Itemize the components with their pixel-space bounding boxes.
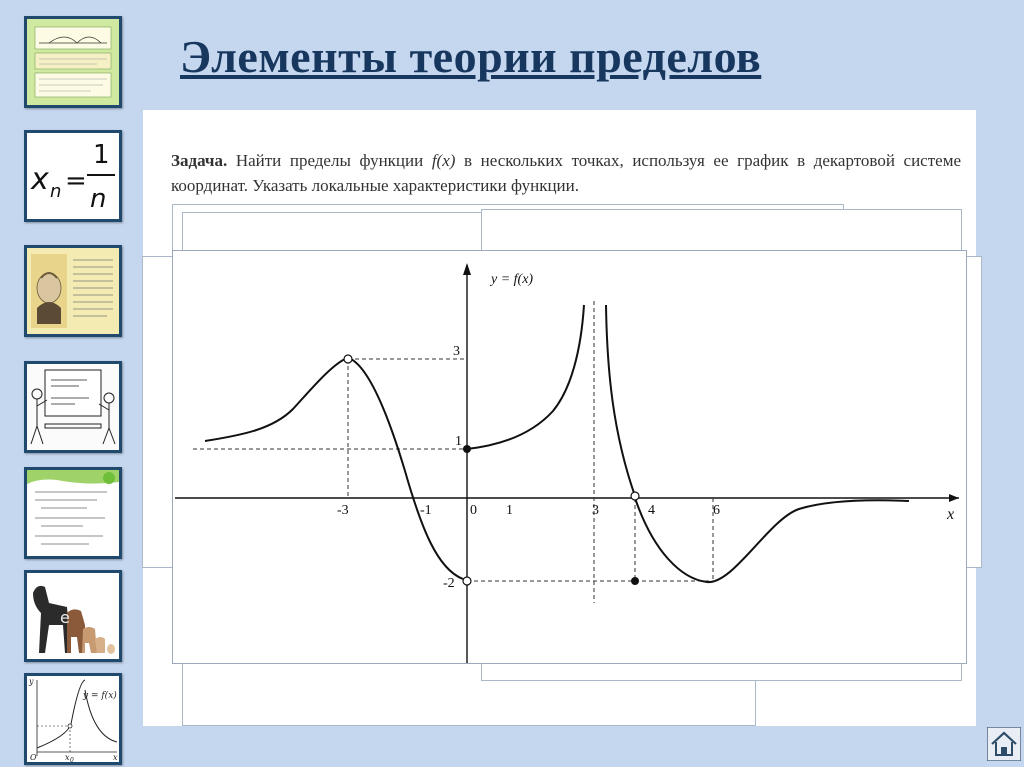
svg-text:x: x [65, 753, 70, 762]
task-text [171, 148, 961, 198]
home-button[interactable] [987, 727, 1021, 761]
limits-notes-picture [27, 470, 119, 556]
sequence-formula [27, 133, 119, 219]
x-tick-6: 6 [713, 503, 720, 518]
thumbnail-sequence-formula[interactable] [24, 130, 122, 222]
home-icon [987, 727, 1021, 761]
y-axis-arrow [463, 263, 471, 275]
task-text-after: в нескольких точках, используя ее график в декартовой системе координат. Указать локальные характеристики функции. [171, 151, 961, 195]
function-graph [172, 250, 967, 664]
closed-point-y1 [463, 445, 471, 453]
number-line-picture [27, 19, 119, 105]
function-label: y = f(x) [491, 272, 534, 287]
x-axis-arrow [949, 494, 959, 502]
limit-graph-label: y = f(x) [83, 691, 117, 701]
pets-picture [27, 573, 119, 659]
closed-point-x4 [631, 577, 639, 585]
task-text-before: Найти пределы функции [227, 151, 432, 170]
pets-letter: e [60, 608, 70, 627]
task-label: Задача. [171, 151, 228, 170]
x-axis-label: x [947, 506, 955, 523]
thumbnail-pets[interactable] [24, 570, 122, 662]
open-point-x4 [631, 492, 639, 500]
portrait-article-picture [27, 248, 119, 334]
limit-graph-picture [27, 676, 119, 762]
slide-title: Элементы теории пределов [180, 31, 762, 82]
x-tick-neg1: -1 [420, 503, 432, 518]
thumbnail-portrait-article[interactable] [24, 245, 122, 337]
svg-text:x: x [113, 753, 118, 762]
x-tick-3: 3 [592, 503, 599, 518]
thumbnail-cartoon-limits[interactable] [24, 361, 122, 453]
open-point-neg3 [344, 355, 352, 363]
formula-denominator: n [90, 184, 107, 214]
formula-x: x [31, 162, 49, 197]
formula-subscript: n [50, 181, 62, 202]
function-curve [205, 305, 909, 582]
y-tick-1: 1 [455, 434, 462, 449]
x-tick-0: 0 [470, 503, 477, 518]
task-function: f(x) [431, 151, 456, 170]
open-point-yneg2 [463, 577, 471, 585]
function-graph-svg [173, 251, 966, 663]
x-tick-1: 1 [506, 503, 513, 518]
y-tick-3: 3 [453, 344, 460, 359]
formula-numerator: 1 [93, 140, 110, 170]
svg-text:0: 0 [70, 757, 74, 762]
x-tick-4: 4 [648, 503, 655, 518]
cartoon-limits-picture [27, 364, 119, 450]
thumbnail-limits-notes[interactable] [24, 467, 122, 559]
svg-text:O: O [30, 753, 37, 762]
y-tick-neg2: -2 [443, 576, 455, 591]
x-tick-neg3: -3 [337, 503, 349, 518]
thumbnail-number-line[interactable] [24, 16, 122, 108]
thumbnail-limit-graph[interactable] [24, 673, 122, 765]
svg-text:y: y [29, 677, 34, 686]
formula-equals: = [65, 166, 87, 196]
